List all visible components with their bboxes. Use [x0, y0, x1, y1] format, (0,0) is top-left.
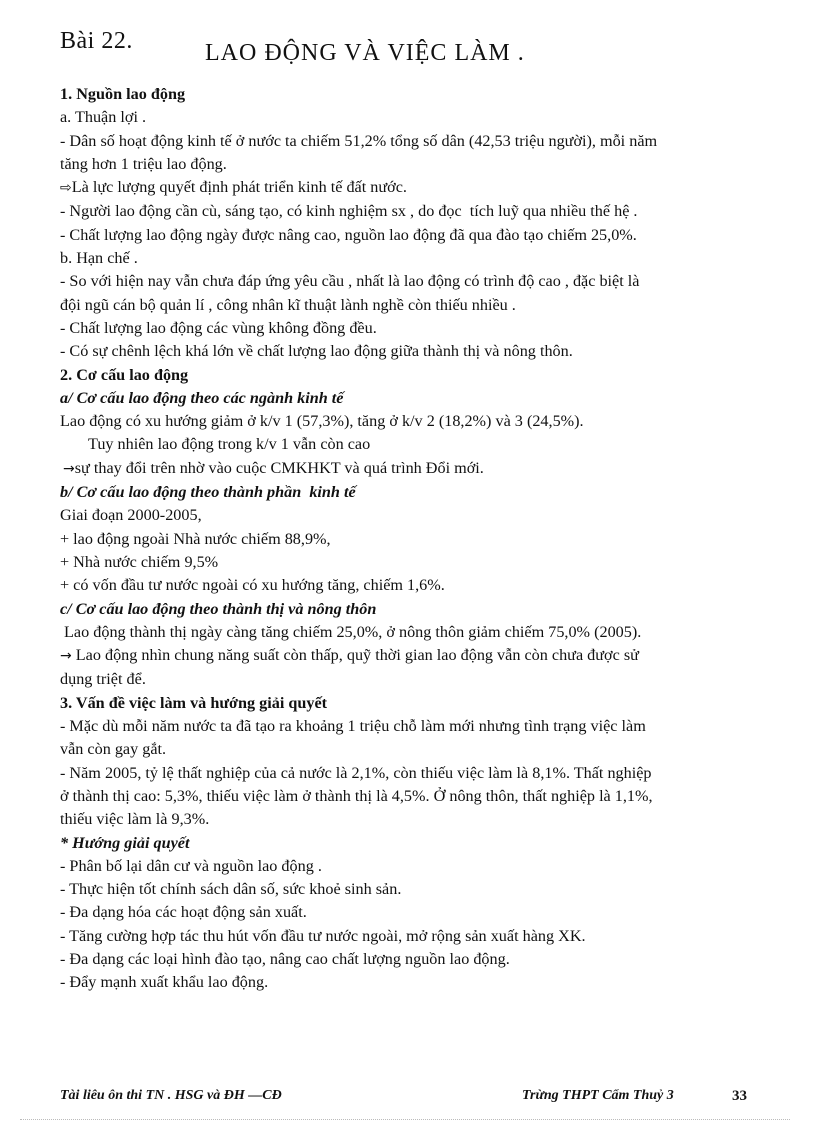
text-line: [60, 528, 760, 551]
text-line: [60, 106, 760, 129]
text-line: [60, 247, 760, 270]
line-text: c/ Cơ cấu lao động theo thành thị và nông thôn: [60, 599, 377, 618]
document-body: [60, 83, 760, 995]
line-text: - Tăng cường hợp tác thu hút vốn đầu tư nước ngoài, mở rộng sản xuất hàng XK.: [60, 926, 586, 945]
section-heading: [60, 364, 760, 387]
text-line: [60, 762, 760, 785]
line-text: sự thay đổi trên nhờ vào cuộc CMKHKT và quá trình Đổi mới.: [74, 458, 484, 477]
lesson-number: Bài 22.: [60, 28, 133, 54]
text-line: [60, 340, 760, 363]
line-text: Lao động thành thị ngày càng tăng chiếm 25,0%, ở nông thôn giảm chiếm 75,0% (2005).: [60, 622, 642, 641]
text-line: [60, 224, 760, 247]
line-text: - Phân bố lại dân cư và nguồn lao động .: [60, 856, 322, 875]
line-text: - Thực hiện tốt chính sách dân số, sức khoẻ sinh sản.: [60, 880, 402, 899]
text-line: [60, 200, 760, 223]
text-line: [60, 457, 760, 481]
text-line: [60, 948, 760, 971]
text-line: [60, 551, 760, 574]
line-text: - Chất lượng lao động các vùng không đồng đều.: [60, 318, 377, 337]
line-text: 1. Nguồn lao động: [60, 85, 186, 103]
line-text: b. Hạn chế .: [60, 249, 138, 268]
right-arrow-icon: →: [60, 648, 72, 665]
line-text: - Đa dạng các loại hình đào tạo, nâng cao chất lượng nguồn lao động.: [60, 949, 510, 968]
subsection-heading: [60, 598, 760, 621]
text-line: [60, 668, 760, 691]
line-text: dụng triệt để.: [60, 670, 146, 689]
footer-left-text: Tài liêu ôn thi TN . HSG và ĐH —CĐ: [60, 1088, 282, 1103]
line-text: Tuy nhiên lao động trong k/v 1 vẫn còn cao: [88, 435, 371, 454]
text-line: [60, 294, 760, 317]
line-text: a/ Cơ cấu lao động theo các ngành kinh tế: [60, 388, 344, 407]
subsection-heading: [60, 481, 760, 504]
text-line: [60, 176, 760, 200]
text-line: [60, 130, 760, 153]
text-line: [60, 925, 760, 948]
line-text: b/ Cơ cấu lao động theo thành phần kinh tế: [60, 483, 356, 502]
text-line: [60, 153, 760, 176]
line-text: Lao động nhìn chung năng suất còn thấp, quỹ thời gian lao động vẫn còn chưa được sử: [71, 646, 639, 665]
line-text: vẫn còn gay gắt.: [60, 740, 167, 759]
text-line: [60, 808, 760, 831]
text-line: [60, 644, 760, 668]
page-number: 33: [732, 1088, 747, 1104]
line-text: thiếu việc làm là 9,3%.: [60, 810, 210, 829]
right-hollow-arrow-icon: ⇨: [60, 180, 72, 197]
line-text: ở thành thị cao: 5,3%, thiếu việc làm ở thành thị là 4,5%. Ở nông thôn, thất nghiệp là 1,1%,: [60, 786, 653, 805]
text-line: [60, 504, 760, 527]
line-text: - Năm 2005, tỷ lệ thất nghiệp của cả nước là 2,1%, còn thiếu việc làm là 8,1%. Thất nghiệp: [60, 763, 652, 782]
line-text: - Có sự chênh lệch khá lớn về chất lượng lao động giữa thành thị và nông thôn.: [60, 342, 573, 361]
text-line: [60, 433, 760, 456]
text-line: [60, 270, 760, 293]
text-line: [60, 901, 760, 924]
section-heading: [60, 692, 760, 715]
line-text: + lao động ngoài Nhà nước chiếm 88,9%,: [60, 529, 331, 548]
line-text: - Đa dạng hóa các hoạt động sản xuất.: [60, 903, 307, 922]
text-line: [60, 878, 760, 901]
text-line: [60, 410, 760, 433]
text-line: [60, 971, 760, 994]
footer-rule: [20, 1119, 790, 1121]
line-text: đội ngũ cán bộ quản lí , công nhân kĩ thuật lành nghề còn thiếu nhiều .: [60, 295, 516, 314]
line-text: 2. Cơ cấu lao động: [60, 365, 189, 384]
text-line: [60, 785, 760, 808]
line-text: Là lực lượng quyết định phát triển kinh tế đất nước.: [71, 178, 407, 197]
line-text: - Dân số hoạt động kinh tế ở nước ta chiếm 51,2% tổng số dân (42,53 triệu người), mỗi năm: [60, 131, 658, 150]
text-line: [60, 574, 760, 597]
text-line: [60, 317, 760, 340]
line-text: tăng hơn 1 triệu lao động.: [60, 154, 227, 173]
subsection-heading: [60, 832, 760, 855]
section-heading: [60, 83, 760, 106]
page-footer: [60, 1088, 760, 1112]
text-line: [60, 738, 760, 761]
line-text: - Đẩy mạnh xuất khẩu lao động.: [60, 973, 269, 992]
line-text: + có vốn đầu tư nước ngoài có xu hướng tăng, chiếm 1,6%.: [60, 576, 445, 595]
line-text: Lao động có xu hướng giảm ở k/v 1 (57,3%), tăng ở k/v 2 (18,2%) và 3 (24,5%).: [60, 412, 584, 431]
line-text: + Nhà nước chiếm 9,5%: [60, 552, 219, 571]
subsection-heading: [60, 387, 760, 410]
line-text: - Người lao động cần cù, sáng tạo, có kinh nghiệm sx , do đọc tích luỹ qua nhiều thế hệ .: [60, 202, 638, 221]
text-line: [60, 855, 760, 878]
line-text: * Hướng giải quyết: [60, 833, 190, 852]
line-text: 3. Vấn đề việc làm và hướng giải quyết: [60, 693, 328, 712]
text-line: [60, 715, 760, 738]
line-text: a. Thuận lợi .: [60, 108, 147, 127]
line-text: - Chất lượng lao động ngày được nâng cao, nguồn lao động đã qua đào tạo chiếm 25,0%.: [60, 225, 637, 244]
line-text: - So với hiện nay vẫn chưa đáp ứng yêu cầu , nhất là lao động có trình độ cao , đặc biệt là: [60, 272, 640, 291]
line-text: Giai đoạn 2000-2005,: [60, 506, 202, 525]
footer-school: Trừng THPT Cẩm Thuỷ 3: [522, 1088, 674, 1103]
right-arrow-icon: →: [63, 460, 75, 477]
line-text: - Mặc dù mỗi năm nước ta đã tạo ra khoảng 1 triệu chỗ làm mới nhưng tình trạng việc làm: [60, 717, 646, 736]
text-line: [60, 621, 760, 644]
page-title: LAO ĐỘNG VÀ VIỆC LÀM .: [205, 40, 525, 66]
